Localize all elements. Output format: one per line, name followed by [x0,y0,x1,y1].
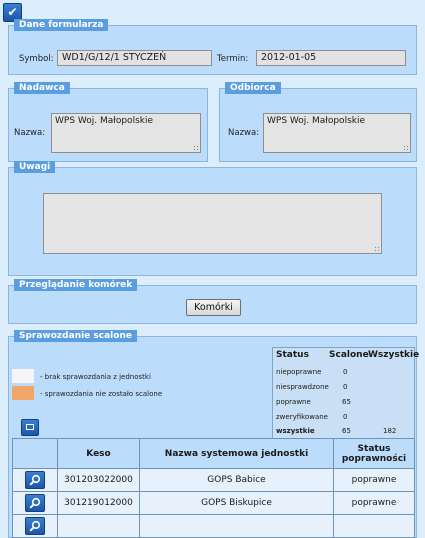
legend-text-not-merged: - sprawozdania nie zostało scalone [40,390,163,398]
merged-report-legend: Sprawozdanie scalone [14,330,137,342]
cells-panel [8,280,417,324]
resize-grip-icon[interactable] [403,145,409,151]
table-header-name[interactable]: Nazwa systemowa jednostki [140,439,334,469]
row-keso [58,515,140,538]
term-label: Termin: [217,54,249,64]
sender-name-field[interactable] [51,113,201,153]
view-row-button[interactable] [25,471,45,489]
status-row-merged: 0 [343,368,348,376]
form-data-panel [8,20,417,75]
checkmark-icon: ✔ [7,5,18,19]
recipient-name-label: Nazwa: [228,128,260,138]
legend-text-missing: - brak sprawozdania z jednostki [40,373,151,381]
recipient-legend: Odbiorca [225,82,281,94]
status-row-label: zweryfikowane [276,413,328,421]
merged-col-header: Scalone [329,350,369,360]
row-name: GOPS Biskupice [140,492,334,515]
symbol-label: Symbol: [19,54,54,64]
all-col-header: Wszystkie [368,350,420,360]
status-row-label: wszystkie [276,427,315,435]
sender-name-label: Nazwa: [14,128,46,138]
view-row-button[interactable] [25,494,45,512]
notes-panel [8,162,417,276]
status-row-merged: 65 [342,398,351,406]
notes-field[interactable] [43,193,382,254]
symbol-field[interactable]: WD1/G/12/1 STYCZEŃ [57,50,212,66]
recipient-name-field[interactable] [263,113,411,153]
term-field[interactable]: 2012-01-05 [256,50,406,66]
table-row[interactable] [13,515,415,538]
recipient-panel [219,83,417,162]
form-data-legend: Dane formularza [14,19,108,31]
view-row-button[interactable] [25,517,45,535]
resize-grip-icon[interactable] [374,246,380,252]
row-status [334,515,415,538]
table-header-status[interactable]: Status poprawności [334,439,415,469]
status-col-header: Status [276,350,309,360]
resize-grip-icon[interactable] [193,145,199,151]
window-icon [26,424,34,430]
collapse-button[interactable] [21,419,39,436]
status-row-label: poprawne [276,398,311,406]
notes-legend: Uwagi [14,161,55,173]
row-name: GOPS Babice [140,469,334,492]
recipient-name-value: WPS Woj. Małopolskie [267,116,366,126]
table-header-keso[interactable]: Keso [58,439,140,469]
row-action-cell [13,515,58,538]
row-keso: 301219012000 [58,492,140,515]
row-keso: 301203022000 [58,469,140,492]
status-row-all: 182 [383,427,397,435]
cells-button[interactable]: Komórki [186,299,241,316]
status-row-merged: 65 [342,427,351,435]
table-header-action [13,439,58,469]
magnifier-icon [29,497,41,509]
legend-swatch-missing [12,369,34,383]
status-row-merged: 0 [343,413,348,421]
units-table [12,438,415,538]
row-name [140,515,334,538]
cells-legend: Przeglądanie komórek [14,279,137,291]
sender-legend: Nadawca [14,82,70,94]
table-row[interactable] [13,492,415,515]
magnifier-icon [29,474,41,486]
table-row[interactable] [13,469,415,492]
status-row-merged: 0 [343,383,348,391]
magnifier-icon [29,520,41,532]
row-action-cell [13,469,58,492]
row-status: poprawne [334,469,415,492]
status-summary [272,347,420,439]
sender-panel [8,83,208,162]
row-status: poprawne [334,492,415,515]
sender-name-value: WPS Woj. Małopolskie [55,116,154,126]
row-action-cell [13,492,58,515]
status-row-label: niepoprawne [276,368,322,376]
status-row-label: niesprawdzone [276,383,329,391]
legend-swatch-not-merged [12,386,34,400]
